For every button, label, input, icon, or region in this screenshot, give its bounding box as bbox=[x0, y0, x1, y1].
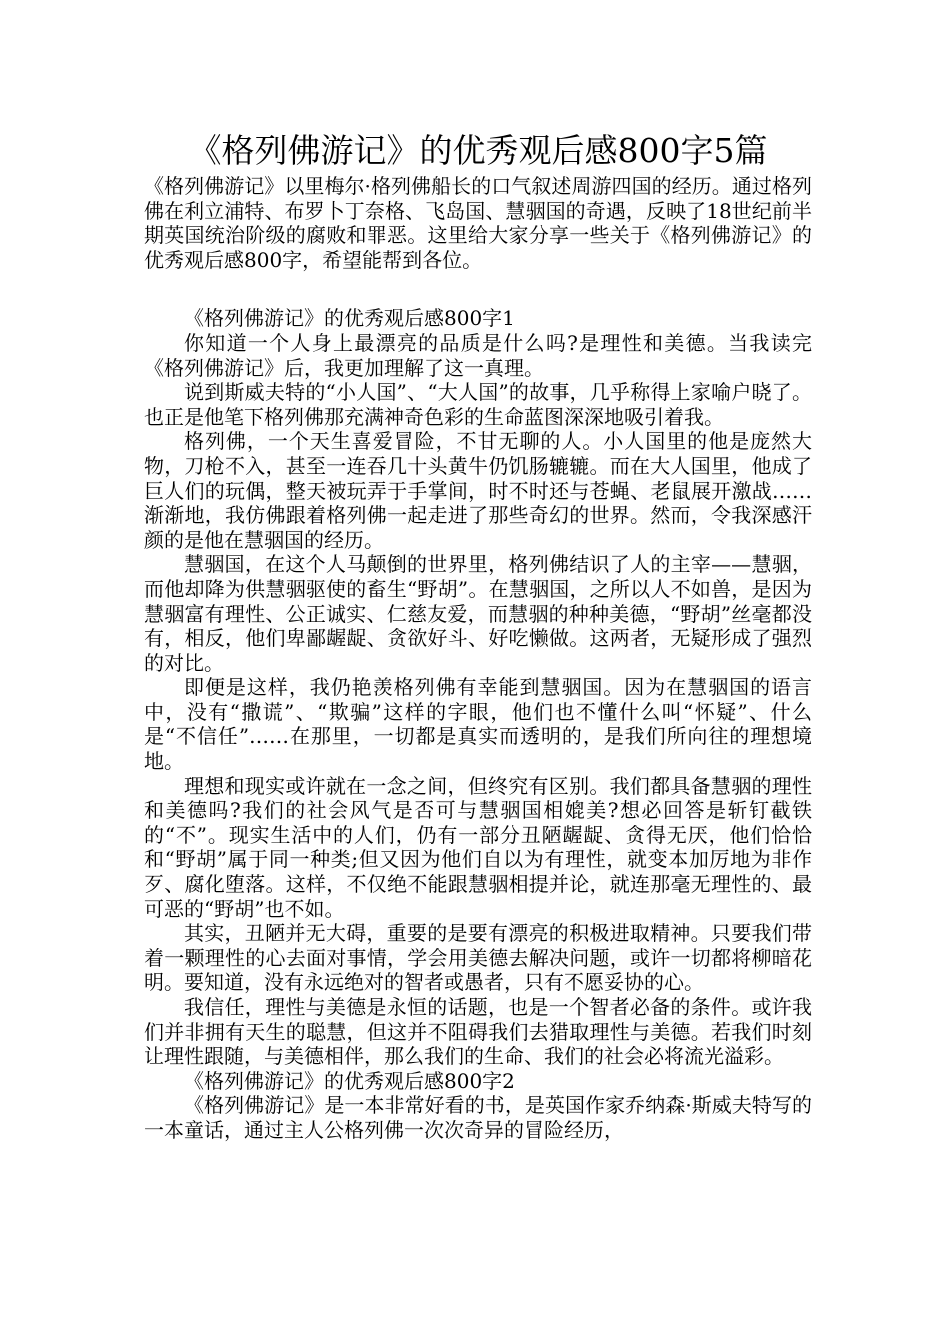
paragraph: 慧骃国，在这个人马颠倒的世界里，格列佛结识了人的主宰——慧骃，而他却降为供慧骃驱使的畜生“野胡”。在慧骃国，之所以人不如兽，是因为慧骃富有理性、公正诚实、仁慈友爱，而慧骃的种种美德，“野胡”丝毫都没有，相反，他们卑鄙龌龊、贪欲好斗、好吃懒做。这两者，无疑形成了强烈的对比。 bbox=[144, 552, 812, 675]
section-spacer bbox=[144, 272, 812, 306]
paragraph: 《格列佛游记》是一本非常好看的书，是英国作家乔纳森·斯威夫特写的一本童话，通过主人公格列佛一次次奇异的冒险经历， bbox=[144, 1093, 812, 1142]
intro-paragraph: 《格列佛游记》以里梅尔·格列佛船长的口气叙述周游四国的经历。通过格列佛在利立浦特、布罗卜丁奈格、飞岛国、慧骃国的奇遇，反映了18世纪前半期英国统治阶级的腐败和罪恶。这里给大家分享一些关于《格列佛游记》的优秀观后感800字，希望能帮到各位。 bbox=[144, 174, 812, 272]
paragraph: 其实，丑陋并无大碍，重要的是要有漂亮的积极进取精神。只要我们带着一颗理性的心去面对事情，学会用美德去解决问题，或许一切都将柳暗花明。要知道，没有永远绝对的智者或愚者，只有不愿妥协的心。 bbox=[144, 921, 812, 995]
paragraph: 格列佛，一个天生喜爱冒险，不甘无聊的人。小人国里的他是庞然大物，刀枪不入，甚至一连吞几十头黄牛仍饥肠辘辘。而在大人国里，他成了巨人们的玩偶，整天被玩弄于手掌间，时不时还与苍蝇、老鼠展开激战……渐渐地，我仿佛跟着格列佛一起走进了那些奇幻的世界。然而，令我深感汗颜的是他在慧骃国的经历。 bbox=[144, 429, 812, 552]
paragraph: 我信任，理性与美德是永恒的话题，也是一个智者必备的条件。或许我们并非拥有天生的聪慧，但这并不阻碍我们去猎取理性与美德。若我们时刻让理性跟随，与美德相伴，那么我们的生命、我们的社会必将流光溢彩。 bbox=[144, 995, 812, 1069]
document-title: 《格列佛游记》的优秀观后感800字5篇 bbox=[188, 131, 768, 170]
document-body bbox=[144, 128, 812, 1143]
paragraph: 理想和现实或许就在一念之间，但终究有区别。我们都具备慧骃的理性和美德吗?我们的社会风气是否可与慧骃国相媲美?想必回答是斩钉截铁的“不”。现实生活中的人们，仍有一部分丑陋龌龊、贪得无厌，他们恰恰和“野胡”属于同一种类;但又因为他们自以为有理性，就变本加厉地为非作歹、腐化堕落。这样，不仅绝不能跟慧骃相提并论，就连那毫无理性的、最可恶的“野胡”也不如。 bbox=[144, 773, 812, 921]
paragraph: 你知道一个人身上最漂亮的品质是什么吗?是理性和美德。当我读完《格列佛游记》后，我更加理解了这一真理。 bbox=[144, 330, 812, 380]
section-heading-2: 《格列佛游记》的优秀观后感800字2 bbox=[184, 1068, 515, 1093]
section-heading-1: 《格列佛游记》的优秀观后感800字1 bbox=[184, 306, 515, 331]
paragraph: 说到斯威夫特的“小人国”、“大人国”的故事，几乎称得上家喻户晓了。也正是他笔下格列佛那充满神奇色彩的生命蓝图深深地吸引着我。 bbox=[144, 380, 812, 429]
paragraph: 即便是这样，我仍艳羡格列佛有幸能到慧骃国。因为在慧骃国的语言中，没有“撒谎”、“欺骗”这样的字眼，他们也不懂什么叫“怀疑”、什么是“不信任”……在那里，一切都是真实而透明的，是我们所向往的理想境地。 bbox=[144, 675, 812, 774]
